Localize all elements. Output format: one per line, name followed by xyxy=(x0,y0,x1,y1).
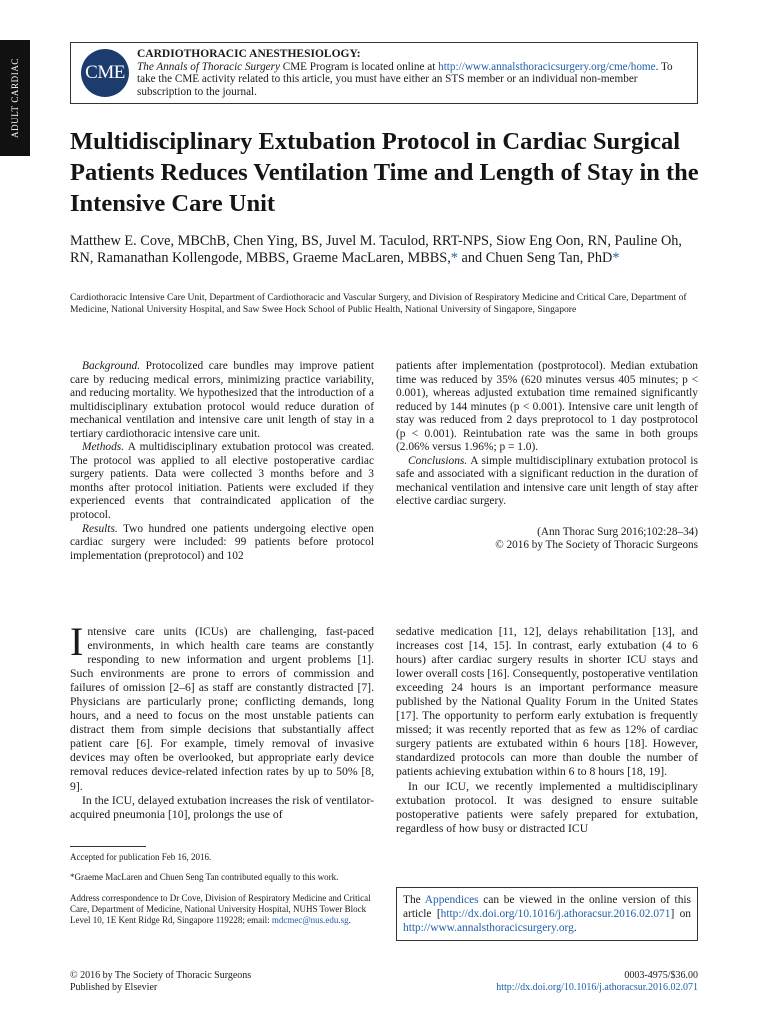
author-list xyxy=(70,233,700,268)
cme-line-a: CME Program is located online at xyxy=(279,60,439,73)
section-tab-label: ADULT CARDIAC xyxy=(10,57,20,139)
citation-line: (Ann Thorac Surg 2016;102:28–34) xyxy=(537,526,698,539)
affiliation: Cardiothoracic Intensive Care Unit, Department of Cardiothoracic and Vascular Surgery, and Division of Respiratory Medicine and Critical Care, Department of Medicine, National University Hospital, and Saw Swee Hock School of Public Health, National University of Singapore, Singapore xyxy=(70,292,687,316)
cme-link[interactable]: http://www.annalsthoracicsurgery.org/cme/home xyxy=(438,60,656,73)
abstract-heading: Background. xyxy=(82,360,141,372)
abstract-text: A simple multidisciplinary extubation protocol is safe and associated with a significant reduction in the duration of mechanical ventilation and intensive care unit length of stay after elective cardiac surgery. xyxy=(396,454,698,508)
abstract-copyright: © 2016 by The Society of Thoracic Surgeons xyxy=(495,539,698,552)
appendix-text: . xyxy=(573,922,577,934)
page-footer-left xyxy=(70,970,251,994)
authors-part1: Matthew E. Cove, MBChB, Chen Ying, BS, Juvel M. Taculod, RRT-NPS, Siow Eng Oon, RN, Pauline Oh, RN, Ramanathan Kollengode, MBBS, Graeme MacLaren, MBBS, xyxy=(70,233,683,267)
page-footer-right xyxy=(496,970,698,994)
abstract-right-column xyxy=(396,360,698,553)
body-paragraph: sedative medication [11, 12], delays rehabilitation [13], and increases cost [14, 15]. In contrast, early extubation (4 to 6 hours) after cardiac surgery results in shorter ICU stays and lower overall costs [16]. Consequently, postoperative ventilation exceeding 24 hours is an important performance measure published by the National Quality Forum in the United States [17]. The opportunity to perform early extubation is frequently missed; it was recently reported that as few as 12% of cardiac surgery patients are extubated within 6 hours [18]. However, standardized protocols can more than double the number of patients achieving extubation within 6 to 8 hours [18, 19]. xyxy=(396,625,698,779)
footnote-period: . xyxy=(348,915,351,926)
appendix-notice xyxy=(396,887,698,941)
footnotes xyxy=(70,852,374,935)
appendices-link[interactable]: Appendices xyxy=(424,894,479,906)
footnote-address: Address correspondence to Dr Cove, Division of Respiratory Medicine and Critical Care, Department of Medicine, National University Hospital, NUHS Tower Block Level 10, 1E Kent Ridge Rd, Singapore 119228; email: xyxy=(70,892,371,926)
abstract-heading: Methods. xyxy=(82,441,125,454)
footnote-equal-contribution: *Graeme MacLaren and Chuen Seng Tan contributed equally to this work. xyxy=(70,872,339,883)
footnote-divider xyxy=(70,846,146,847)
appendix-doi-link[interactable]: http://dx.doi.org/10.1016/j.athoracsur.2016.02.071 xyxy=(440,908,671,920)
abstract-methods xyxy=(70,441,374,522)
abstract-heading: Results. xyxy=(82,522,118,535)
journal-site-link[interactable]: http://www.annalsthoracicsurgery.org xyxy=(403,922,574,934)
abstract-left-column xyxy=(70,360,374,563)
footer-issn: 0003-4975/$36.00 xyxy=(624,970,698,981)
footnote-correspondence xyxy=(70,893,374,927)
footer-publisher: Published by Elsevier xyxy=(70,981,158,993)
cme-notice xyxy=(70,42,698,104)
abstract-background xyxy=(70,360,374,441)
cme-heading: CARDIOTHORACIC ANESTHESIOLOGY: xyxy=(137,48,361,60)
appendix-text: can be viewed in the online version of this article [ xyxy=(403,894,691,920)
journal-citation xyxy=(396,526,698,553)
article-title: Multidisciplinary Extubation Protocol in Cardiac Surgical Patients Reduces Ventilation Time and Length of Stay in the Intensive Care Unit xyxy=(70,128,699,217)
abstract-results-continued: patients after implementation (postprotocol). Median extubation time was reduced by 35% (620 minutes versus 405 minutes; p < 0.001), whereas adjusted extubation time remained significantly reduced by 144 minutes (p < 0.001). Intensive care unit length of stay was reduced from 2 days preprotocol to 1 day postprotocol (p < 0.001). Reintubation rate was the same in both groups (2.06% versus 1.96%; p = 1.0). xyxy=(396,360,698,454)
abstract-conclusions xyxy=(396,455,698,509)
footnote-accepted: Accepted for publication Feb 16, 2016. xyxy=(70,852,212,862)
paragraph-text: ntensive care units (ICUs) are challenging, fast-paced environments, in which health care teams are constantly responding to new information and urgent problems [1]. Such environments are prone to errors of commission and failures of omission [2–6] as staff are constantly distracted [7]. Physicians are particularly prone; conflicting demands, long hours, and a need to focus on the most unstable patients can distract them from simple decisions that substantially affect patient care [6]. For example, timely removal of invasive devices may often be overlooked, but appropriate early device removal reduces device-related infection rates by up to 50% [8, 9]. xyxy=(70,625,374,793)
author-footnote-link[interactable]: * xyxy=(612,250,620,267)
abstract-heading: Conclusions. xyxy=(408,454,468,467)
body-left-column xyxy=(70,619,374,822)
intro-paragraph xyxy=(70,619,374,794)
abstract-text: Protocolized care bundles may improve patient care by reducing medical errors, minimizing practice variability, and reducing mortality. We hypothesized that the introduction of a multidisciplinary extubation protocol would reduce duration of mechanical ventilation and intensive care unit length of stay in a tertiary cardiothoracic intensive care unit. xyxy=(70,360,374,440)
drop-cap: I xyxy=(70,619,84,664)
section-tab xyxy=(0,40,30,156)
cme-body xyxy=(137,61,689,99)
body-paragraph: In our ICU, we recently implemented a multidisciplinary extubation protocol. It was designed to ensure suitable postoperative patients were safely prepared for extubation, regardless of how busy or distracted ICU xyxy=(396,779,698,835)
authors-part2: and Chuen Seng Tan, PhD xyxy=(457,250,613,267)
appendix-text: The xyxy=(403,894,425,906)
body-right-column xyxy=(396,625,698,836)
abstract-text: A multidisciplinary extubation protocol was created. The protocol was applied to all elective postoperative cardiac surgery patients. Data were collected 3 months before and 3 months after protocol initiation. Patients were excluded if they experienced events that contraindicated application of the protocol. xyxy=(70,441,374,522)
footer-doi-link[interactable]: http://dx.doi.org/10.1016/j.athoracsur.2016.02.071 xyxy=(496,981,698,993)
abstract-text: Two hundred one patients undergoing elective open cardiac surgery were included: 99 patients before protocol implementation (preprotocol) and 102 xyxy=(70,522,374,562)
email-link[interactable]: mdcmec@nus.edu.sg xyxy=(271,915,349,926)
abstract-results xyxy=(70,523,374,564)
footer-copyright: © 2016 by The Society of Thoracic Surgeons xyxy=(70,970,252,981)
cme-text xyxy=(137,48,689,98)
cme-line-b: . To take the CME activity related to this article, you must have either an STS member or an individual non-member subscription to the journal. xyxy=(137,60,673,98)
appendix-text: ] on xyxy=(670,908,691,920)
cme-logo: CME xyxy=(81,49,129,97)
cme-journal: The Annals of Thoracic Surgery xyxy=(137,60,280,73)
body-paragraph: In the ICU, delayed extubation increases the risk of ventilator-acquired pneumonia [10], prolongs the use of xyxy=(70,793,374,821)
author-footnote-link[interactable]: * xyxy=(450,250,458,267)
